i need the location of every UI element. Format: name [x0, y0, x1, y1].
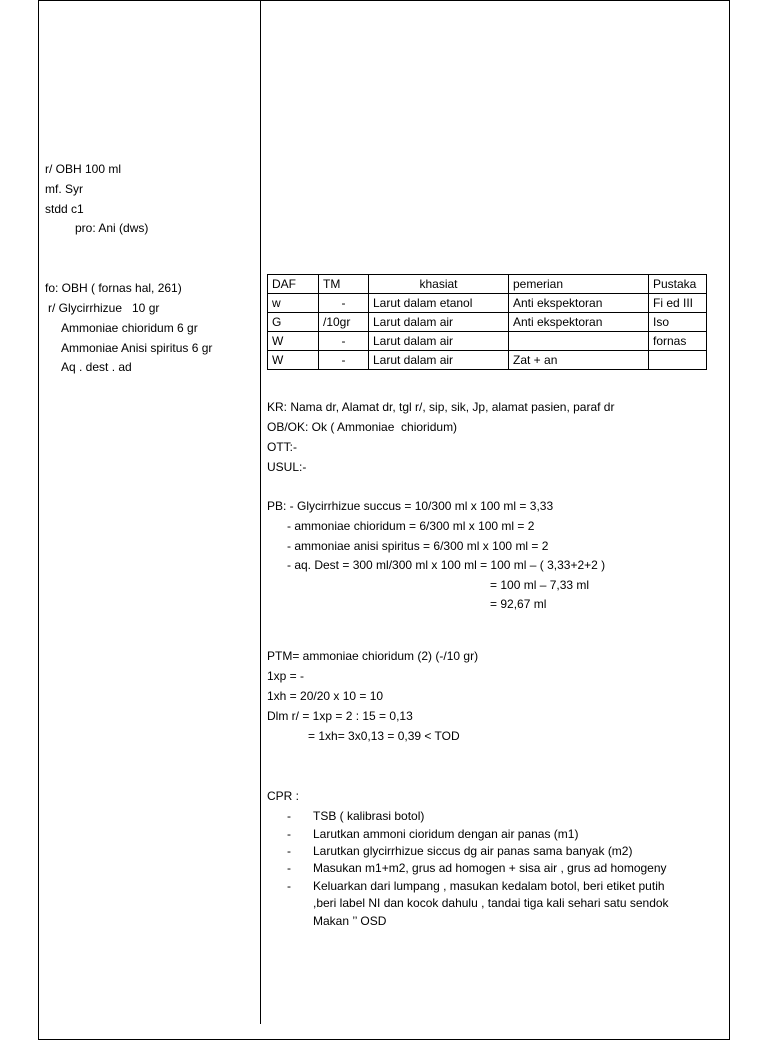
table-cell: Fi ed III [649, 294, 707, 313]
cpr-item-5: Keluarkan dari lumpang , masukan kedalam botol, beri etiket putih [313, 879, 665, 893]
table-cell: Anti ekspektoran [509, 313, 649, 332]
usul-line: USUL:- [267, 460, 307, 474]
table-header-cell: Pustaka [649, 275, 707, 294]
table-header-cell: pemerian [509, 275, 649, 294]
ptm-line-1: PTM= ammoniae chioridum (2) (-/10 gr) [267, 649, 479, 663]
table-cell: Larut dalam air [369, 313, 509, 332]
bullet-dash: - [287, 844, 291, 858]
kr-line: KR: Nama dr, Alamat dr, tgl r/, sip, sik, Jp, alamat pasien, paraf dr [267, 400, 615, 414]
obok-line: OB/OK: Ok ( Ammoniae chioridum) [267, 420, 458, 434]
table-header-cell: TM [319, 275, 369, 294]
fo-line-4: Ammoniae Anisi spiritus 6 gr [61, 341, 213, 355]
bullet-dash: - [287, 827, 291, 841]
table-cell: - [319, 332, 369, 351]
cpr-item-5-cont: ,beri label NI dan kocok dahulu , tandai tiga kali sehari satu sendok [313, 896, 669, 910]
pb-line-6: = 92,67 ml [490, 597, 547, 611]
fo-line-2: r/ Glycirrhizue 10 gr [48, 301, 160, 315]
table-cell: - [319, 294, 369, 313]
rx-line-1: r/ OBH 100 ml [45, 162, 122, 176]
pb-line-1: PB: - Glycirrhizue succus = 10/300 ml x 100 ml = 3,33 [267, 499, 554, 513]
ptm-line-4: Dlm r/ = 1xp = 2 : 15 = 0,13 [267, 709, 413, 723]
table-cell: Larut dalam air [369, 332, 509, 351]
table-row [268, 351, 707, 370]
table-cell: - [319, 351, 369, 370]
pb-line-4: - aq. Dest = 300 ml/300 ml x 100 ml = 100 ml – ( 3,33+2+2 ) [287, 558, 606, 572]
table-header-row [268, 275, 707, 294]
table-cell: Zat + an [509, 351, 649, 370]
pb-line-2: - ammoniae chioridum = 6/300 ml x 100 ml = 2 [287, 519, 535, 533]
column-divider [260, 0, 261, 1024]
bullet-dash: - [287, 809, 291, 823]
ptm-line-3: 1xh = 20/20 x 10 = 10 [267, 689, 384, 703]
fo-line-3: Ammoniae chioridum 6 gr [61, 321, 198, 335]
table-cell [509, 332, 649, 351]
table-cell: /10gr [319, 313, 369, 332]
ott-line: OTT:- [267, 440, 297, 454]
table-header-cell: DAF [268, 275, 319, 294]
table-cell: Anti ekspektoran [509, 294, 649, 313]
table-cell: w [268, 294, 319, 313]
cpr-title: CPR : [267, 789, 300, 803]
ptm-line-5: = 1xh= 3x0,13 = 0,39 < TOD [308, 729, 460, 743]
table-row [268, 294, 707, 313]
table-row [268, 313, 707, 332]
table-cell: G [268, 313, 319, 332]
cpr-item-1: TSB ( kalibrasi botol) [313, 809, 425, 823]
rx-line-3: stdd c1 [45, 202, 84, 216]
table-cell: W [268, 351, 319, 370]
fo-line-5: Aq . dest . ad [61, 360, 132, 374]
table-cell: Larut dalam air [369, 351, 509, 370]
table-cell: Iso [649, 313, 707, 332]
cpr-item-4: Masukan m1+m2, grus ad homogen + sisa air , grus ad homogeny [313, 861, 667, 875]
rx-line-2: mf. Syr [45, 182, 83, 196]
bullet-dash: - [287, 861, 291, 875]
table-cell: Larut dalam etanol [369, 294, 509, 313]
cpr-item-2: Larutkan ammoni cioridum dengan air panas (m1) [313, 827, 579, 841]
table-header-cell: khasiat [369, 275, 509, 294]
pb-line-3: - ammoniae anisi spiritus = 6/300 ml x 100 ml = 2 [287, 539, 549, 553]
cpr-item-5-end: Makan ’’ OSD [313, 914, 387, 928]
bullet-dash: - [287, 879, 291, 893]
table-row [268, 332, 707, 351]
table-cell: fornas [649, 332, 707, 351]
table-cell: W [268, 332, 319, 351]
rx-line-4: pro: Ani (dws) [75, 221, 149, 235]
cpr-item-3: Larutkan glycirrhizue siccus dg air panas sama banyak (m2) [313, 844, 633, 858]
ingredient-table [267, 274, 707, 370]
table-cell [649, 351, 707, 370]
ptm-line-2: 1xp = - [267, 669, 305, 683]
fo-line-1: fo: OBH ( fornas hal, 261) [45, 281, 182, 295]
pb-line-5: = 100 ml – 7,33 ml [490, 578, 590, 592]
